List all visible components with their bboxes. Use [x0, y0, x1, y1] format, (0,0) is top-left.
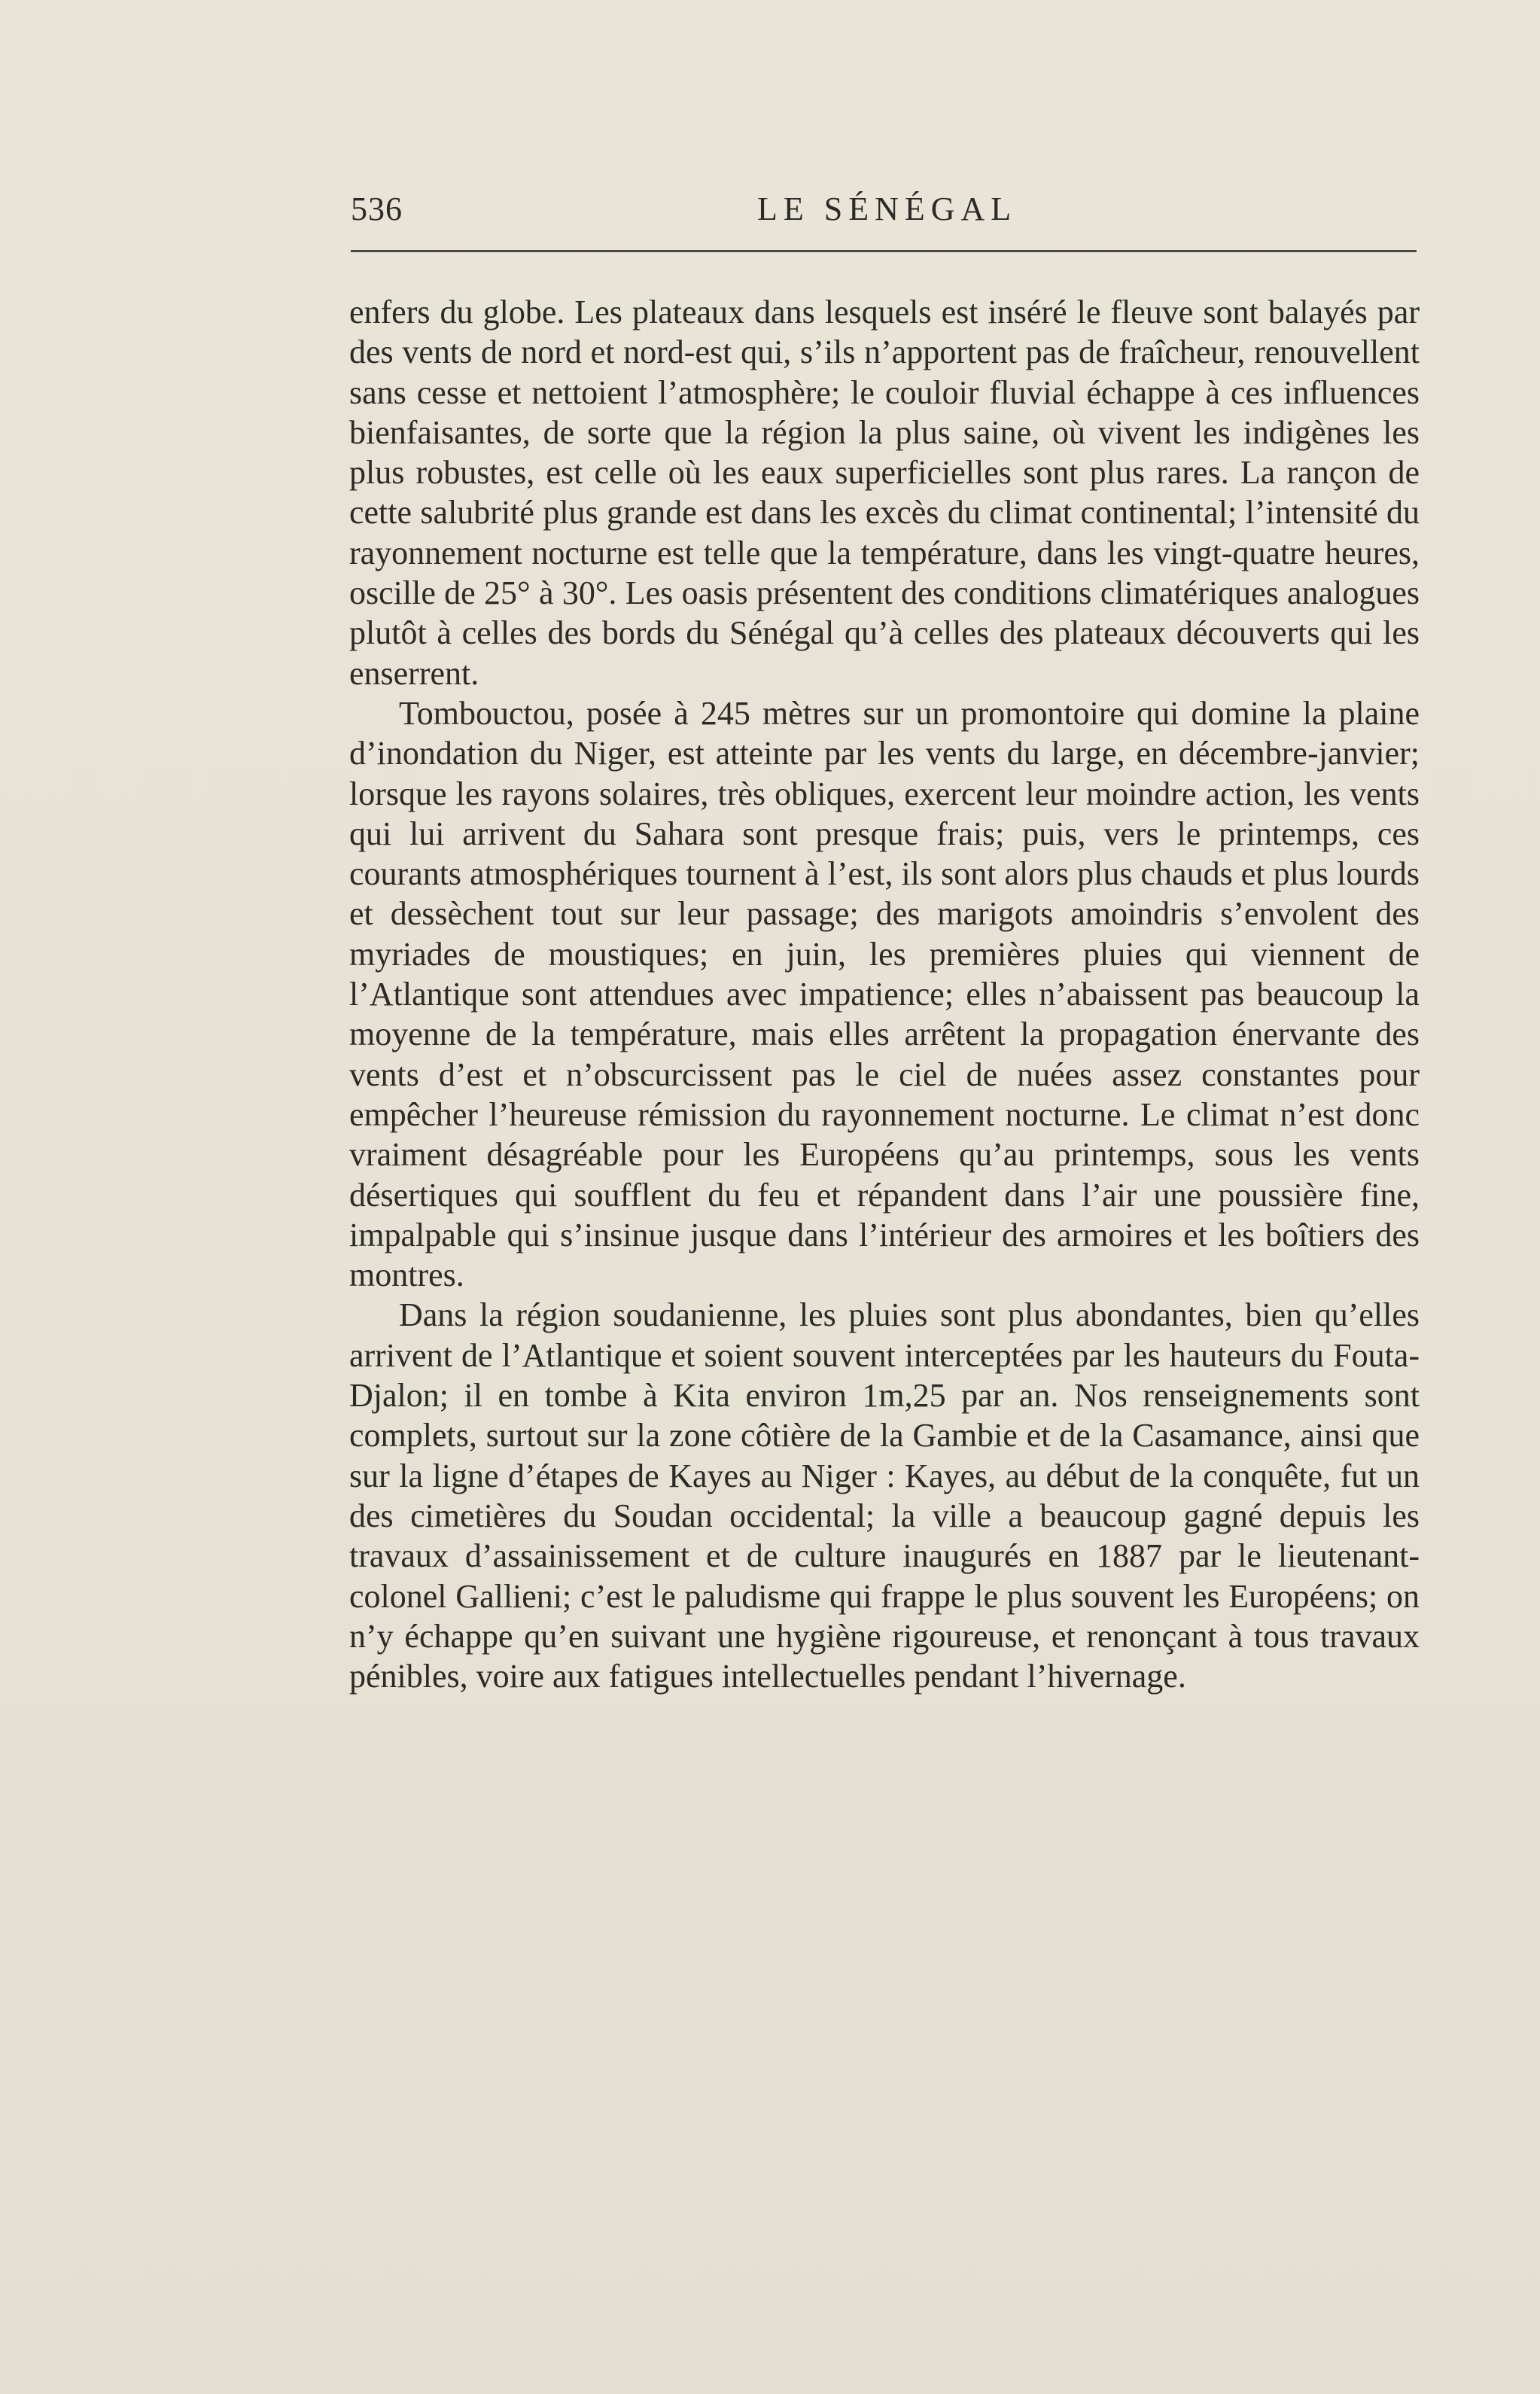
page-number: 536 [351, 190, 403, 227]
paragraph-1: enfers du globe. Les plateaux dans lesquels est inséré le fleuve sont balayés par des vents de nord et nord-est qui, s’ils n’apportent pas de fraîcheur, renouvellent sans cesse et nettoient l’atmosphère; le couloir fluvial échappe à ces influences bienfaisantes, de sorte que la région la plus saine, où vivent les indigènes les plus robustes, est celle où les eaux superficielles sont plus rares. La rançon de cette salubrité plus grande est dans les excès du climat continental; l’intensité du rayonnement nocturne est telle que la température, dans les vingt-quatre heures, oscille de 25° à 30°. Les oasis présentent des conditions climatériques analogues plutôt à celles des bords du Sénégal qu’à celles des plateaux découverts qui les enserrent. [349, 294, 1420, 692]
running-title: LE SÉNÉGAL [757, 190, 1018, 227]
body-text [349, 292, 1420, 1696]
page-header [351, 190, 1420, 235]
paragraph-2: Tombouctou, posée à 245 mètres sur un promontoire qui domine la plaine d’inondation du Niger, est atteinte par les vents du large, en décembre-janvier; lorsque les rayons solaires, très obliques, exercent leur moindre action, les vents qui lui arrivent du Sahara sont presque frais; puis, vers le printemps, ces courants atmosphériques tournent à l’est, ils sont alors plus chauds et plus lourds et dessèchent tout sur leur passage; des marigots amoindris s’envolent des myriades de moustiques; en juin, les premières pluies qui viennent de l’Atlantique sont attendues avec impatience; elles n’abaissent pas beaucoup la moyenne de la température, mais elles arrêtent la propagation énervante des vents d’est et n’obscurcissent pas le ciel de nuées assez constantes pour empêcher l’heureuse rémission du rayonnement nocturne. Le climat n’est donc vraiment désagréable pour les Européens qu’au printemps, sous les vents désertiques qui soufflent du feu et répandent dans l’air une poussière fine, impalpable qui s’insinue jusque dans l’intérieur des armoires et les boîtiers des montres. [349, 694, 1420, 1294]
paragraph-3: Dans la région soudanienne, les pluies sont plus abondantes, bien qu’elles arrivent de l’Atlantique et soient souvent interceptées par les hauteurs du Fouta-Djalon; il en tombe à Kita environ 1m,25 par an. Nos renseignements sont complets, surtout sur la zone côtière de la Gambie et de la Casamance, ainsi que sur la ligne d’étapes de Kayes au Niger : Kayes, au début de la conquête, fut un des cimetières du Soudan occidental; la ville a beaucoup gagné depuis les travaux d’assainissement et de culture inaugurés en 1887 par le lieutenant-colonel Gallieni; c’est le paludisme qui frappe le plus souvent les Européens; on n’y échappe qu’en suivant une hygiène rigoureuse, et renonçant à tous travaux pénibles, voire aux fatigues intellectuelles pendant l’hivernage. [349, 1296, 1420, 1695]
header-rule [351, 250, 1417, 252]
